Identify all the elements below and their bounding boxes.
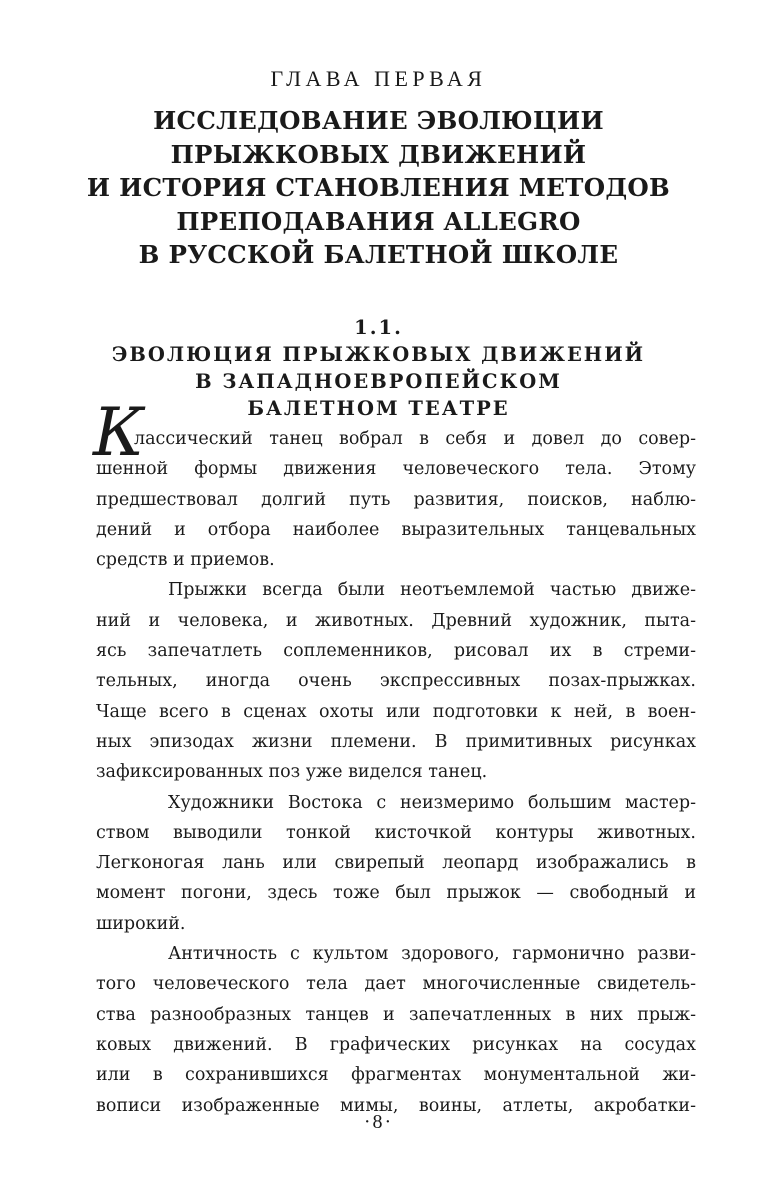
chapter-title bbox=[0, 104, 757, 272]
text-line: или в сохранившихся фрагментах монументальной жи- bbox=[96, 1065, 696, 1086]
text-line: ных эпизодах жизни племени. В примитивных рисунках bbox=[96, 731, 696, 752]
chapter-title-line: В РУССКОЙ БАЛЕТНОЙ ШКОЛЕ bbox=[138, 240, 619, 269]
text-line: зафиксированных поз уже виделся танец. bbox=[96, 762, 488, 783]
text-line: ний и человека, и животных. Древний художник, пыта- bbox=[96, 610, 696, 631]
paragraph bbox=[96, 788, 696, 939]
text-line: ясь запечатлеть соплеменников, рисовал их в стреми- bbox=[96, 641, 696, 662]
paragraph bbox=[96, 939, 696, 1121]
chapter-label: ГЛАВА ПЕРВАЯ bbox=[270, 66, 487, 91]
text-line: лассический танец вобрал в себя и довел до совер- bbox=[134, 429, 696, 449]
body-text bbox=[96, 424, 696, 1121]
text-line: тельных, иногда очень экспрессивных позах-прыжках. bbox=[96, 671, 696, 692]
text-line: Прыжки всегда были неотъемлемой частью движе- bbox=[168, 580, 696, 601]
paragraph bbox=[96, 424, 696, 575]
drop-cap: К bbox=[93, 394, 145, 471]
section-title-line: БАЛЕТНОМ ТЕАТРЕ bbox=[247, 397, 510, 420]
section-title-line: ЭВОЛЮЦИЯ ПРЫЖКОВЫХ ДВИЖЕНИЙ bbox=[111, 343, 646, 366]
text-line: средств и приемов. bbox=[96, 550, 275, 571]
paragraph bbox=[96, 575, 696, 787]
text-line: момент погони, здесь тоже был прыжок — свободный и bbox=[96, 883, 696, 904]
chapter-title-line: И ИСТОРИЯ СТАНОВЛЕНИЯ МЕТОДОВ bbox=[86, 173, 671, 202]
section-number: 1.1. bbox=[354, 316, 403, 339]
chapter-title-line: ИССЛЕДОВАНИЕ ЭВОЛЮЦИИ bbox=[153, 106, 604, 135]
chapter-title-line: ПРЫЖКОВЫХ ДВИЖЕНИЙ bbox=[170, 139, 587, 169]
text-line: широкий. bbox=[96, 913, 186, 934]
text-line: Художники Востока с неизмеримо большим мастер- bbox=[168, 792, 696, 813]
text-line: Античность с культом здорового, гармонично разви- bbox=[168, 944, 696, 965]
page-number: ·8· bbox=[363, 1111, 394, 1133]
text-line: дений и отбора наиболее выразительных танцевальных bbox=[96, 519, 696, 540]
text-line: ства разнообразных танцев и запечатленных в них прыж- bbox=[96, 1004, 696, 1025]
text-line: ковых движений. В графических рисунках на сосудах bbox=[96, 1034, 696, 1055]
text-line: шенной формы движения человеческого тела. Этому bbox=[96, 459, 696, 480]
chapter-title-line: ПРЕПОДАВАНИЯ ALLEGRO bbox=[176, 206, 581, 236]
text-line: вописи изображенные мимы, воины, атлеты, акробатки- bbox=[96, 1095, 696, 1116]
text-line: Легконогая лань или свирепый леопард изображались в bbox=[96, 853, 696, 874]
text-line: предшествовал долгий путь развития, поисков, наблю- bbox=[96, 489, 696, 510]
text-line: ством выводили тонкой кисточкой контуры животных. bbox=[96, 822, 696, 843]
section-title-line: В ЗАПАДНОЕВРОПЕЙСКОМ bbox=[195, 370, 562, 393]
text-line: Чаще всего в сценах охоты или подготовки к ней, в воен- bbox=[96, 701, 696, 722]
text-line: того человеческого тела дает многочисленные свидетель- bbox=[96, 974, 696, 995]
